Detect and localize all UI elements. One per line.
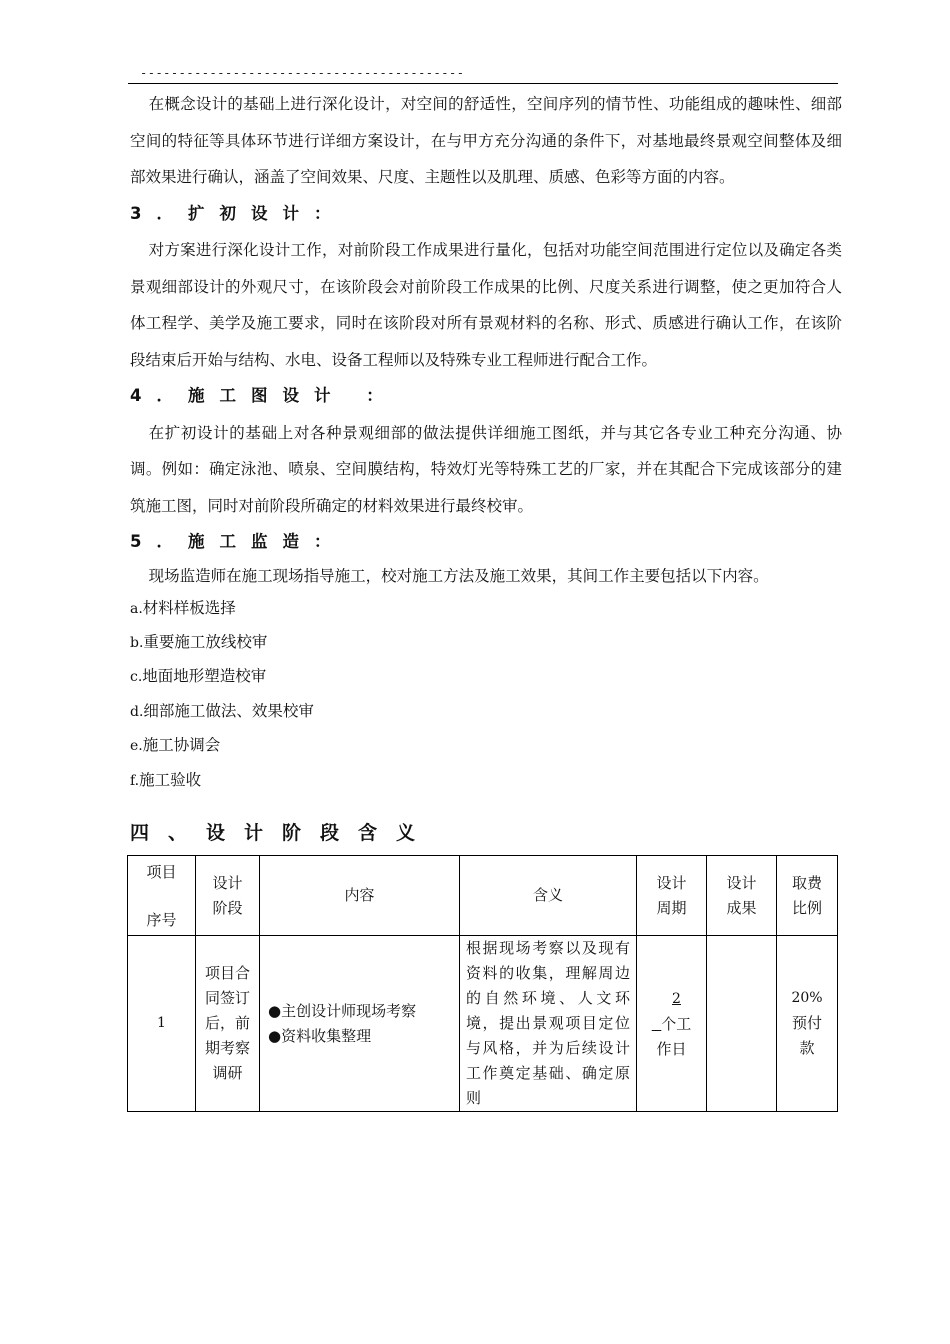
document-body — [130, 86, 842, 798]
content-item: ●资料收集整理 — [268, 1026, 372, 1045]
table-header-row — [128, 856, 838, 936]
row-stage: 项目合 同签订 后，前 期考察 调研 — [196, 936, 260, 1112]
list-item: f.施工验收 — [130, 770, 202, 789]
header-meaning: 含义 — [460, 856, 637, 936]
row-meaning: 根据现场考察以及现有资料的收集，理解周边的自然环境、人文环境，提出景观项目定位与风格，并为后续设计工作奠定基础、确定原则 — [460, 936, 637, 1112]
section-4-title: 四、设计阶段含义 — [130, 822, 435, 844]
header-dashes: ------------------------------------------ — [140, 66, 465, 80]
list-item: b.重要施工放线校审 — [130, 632, 268, 651]
list-item: d.细部施工做法、效果校审 — [130, 701, 314, 720]
list-item: c.地面地形塑造校审 — [130, 667, 267, 686]
row-result — [707, 936, 777, 1112]
section-5-heading: 5．施工监造： — [130, 532, 346, 551]
header-fee-ratio: 取费 比例 — [777, 856, 838, 936]
list-item: e.施工协调会 — [130, 736, 221, 755]
list-item: a.材料样板选择 — [130, 598, 236, 617]
intro-paragraph: 在概念设计的基础上进行深化设计，对空间的舒适性，空间序列的情节性、功能组成的趣味性、细部空间的特征等具体环节进行详细方案设计，在与甲方充分沟通的条件下，对基地最终景观空间整体及细部效果进行确认，涵盖了空间效果、尺度、主题性以及肌理、质感、色彩等方面的内容。 — [130, 95, 842, 186]
section-3-heading: 3．扩初设计： — [130, 203, 346, 223]
header-rule — [128, 83, 838, 84]
header-item-number: 项目 序号 — [128, 856, 196, 936]
design-stage-table — [127, 855, 838, 1112]
header-content: 内容 — [260, 856, 460, 936]
content-item: ●主创设计师现场考察 — [268, 1001, 417, 1020]
work-list — [130, 592, 842, 798]
section-3-paragraph: 对方案进行深化设计工作，对前阶段工作成果进行量化，包括对功能空间范围进行定位以及确定各类景观细部设计的外观尺寸，在该阶段会对前阶段工作成果的比例、尺度关系进行调整，使之更加符合人体工程学、美学及施工要求，同时在该阶段对所有景观材料的名称、形式、质感进行确认工作，在该阶段结束后开始与结构、水电、设备工程师以及特殊专业工程师进行配合工作。 — [130, 241, 842, 369]
section-4-paragraph: 在扩初设计的基础上对各种景观细部的做法提供详细施工图纸，并与其它各专业工种充分沟通、协调。例如：确定泳池、喷泉、空间膜结构，特效灯光等特殊工艺的厂家，并在其配合下完成该部分的建筑施工图，同时对前阶段所确定的材料效果进行最终校审。 — [130, 423, 842, 515]
row-period: 2 个工 作日 — [637, 936, 707, 1112]
section-5-paragraph: 现场监造师在施工现场指导施工，校对施工方法及施工效果，其间工作主要包括以下内容。 — [148, 566, 769, 585]
row-number: 1 — [128, 936, 196, 1112]
table-row — [128, 936, 838, 1112]
header-design-period: 设计 周期 — [637, 856, 707, 936]
row-fee: 20% 预付 款 — [777, 936, 838, 1112]
section-4-heading: 4．施工图设计 ： — [130, 386, 398, 405]
header-design-stage: 设计 阶段 — [196, 856, 260, 936]
row-content — [260, 936, 460, 1112]
header-design-result: 设计 成果 — [707, 856, 777, 936]
